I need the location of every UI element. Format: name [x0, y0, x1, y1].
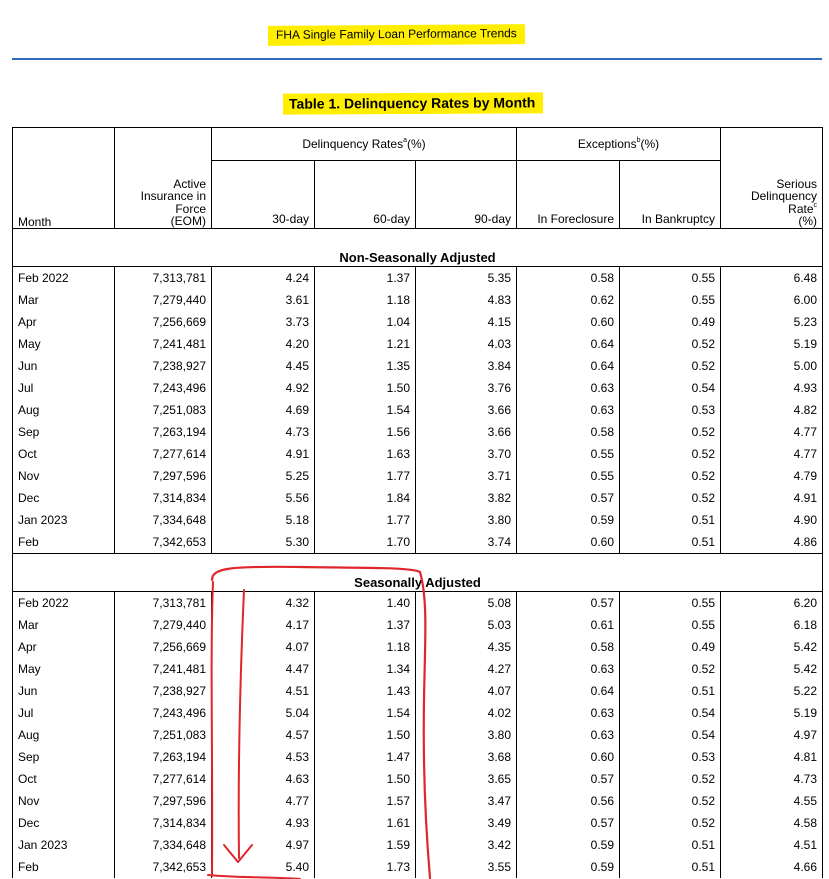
cell-month: Jul	[13, 377, 115, 399]
cell-rate-30-day: 3.73	[212, 311, 315, 333]
cell-in-foreclosure: 0.58	[517, 421, 620, 443]
cell-serious-delinquency: 4.86	[721, 531, 823, 554]
section-spacer	[13, 229, 823, 240]
cell-rate-90-day: 4.83	[416, 289, 517, 311]
cell-serious-delinquency: 5.19	[721, 333, 823, 355]
col-header-serious-delinquency: Serious Delinquency Rate$^c$ (%)	[721, 128, 823, 229]
cell-rate-60-day: 1.04	[315, 311, 416, 333]
cell-rate-60-day: 1.73	[315, 856, 416, 878]
cell-rate-90-day: 5.08	[416, 592, 517, 615]
cell-in-foreclosure: 0.62	[517, 289, 620, 311]
cell-rate-90-day: 3.70	[416, 443, 517, 465]
cell-active-insurance: 7,243,496	[115, 377, 212, 399]
cell-rate-60-day: 1.84	[315, 487, 416, 509]
cell-rate-30-day: 5.30	[212, 531, 315, 554]
cell-in-foreclosure: 0.59	[517, 834, 620, 856]
cell-in-bankruptcy: 0.51	[620, 531, 721, 554]
cell-rate-90-day: 3.49	[416, 812, 517, 834]
cell-rate-60-day: 1.61	[315, 812, 416, 834]
cell-month: Oct	[13, 443, 115, 465]
cell-rate-90-day: 4.35	[416, 636, 517, 658]
section-header-row	[13, 564, 823, 592]
cell-rate-60-day: 1.50	[315, 768, 416, 790]
cell-serious-delinquency: 6.18	[721, 614, 823, 636]
table-row	[13, 487, 823, 509]
cell-in-foreclosure: 0.58	[517, 267, 620, 290]
col-header-60-day: 60-day	[315, 161, 416, 229]
cell-active-insurance: 7,243,496	[115, 702, 212, 724]
cell-rate-30-day: 5.40	[212, 856, 315, 878]
cell-month: Feb	[13, 856, 115, 878]
cell-active-insurance: 7,334,648	[115, 834, 212, 856]
cell-month: Aug	[13, 399, 115, 421]
cell-in-foreclosure: 0.57	[517, 768, 620, 790]
cell-active-insurance: 7,342,653	[115, 531, 212, 554]
cell-month: Apr	[13, 636, 115, 658]
cell-rate-90-day: 3.80	[416, 724, 517, 746]
table-row	[13, 355, 823, 377]
cell-in-foreclosure: 0.63	[517, 658, 620, 680]
table-row	[13, 614, 823, 636]
cell-rate-90-day: 3.68	[416, 746, 517, 768]
cell-rate-60-day: 1.54	[315, 702, 416, 724]
cell-active-insurance: 7,256,669	[115, 636, 212, 658]
cell-active-insurance: 7,313,781	[115, 267, 212, 290]
table-row	[13, 311, 823, 333]
table-row	[13, 465, 823, 487]
table-row	[13, 812, 823, 834]
cell-rate-60-day: 1.37	[315, 267, 416, 290]
cell-month: Jan 2023	[13, 509, 115, 531]
table-row	[13, 856, 823, 878]
cell-rate-60-day: 1.59	[315, 834, 416, 856]
cell-in-foreclosure: 0.64	[517, 680, 620, 702]
cell-in-foreclosure: 0.60	[517, 531, 620, 554]
cell-month: Jan 2023	[13, 834, 115, 856]
cell-rate-60-day: 1.35	[315, 355, 416, 377]
cell-rate-60-day: 1.77	[315, 509, 416, 531]
cell-month: Oct	[13, 768, 115, 790]
cell-rate-90-day: 5.03	[416, 614, 517, 636]
cell-month: Mar	[13, 614, 115, 636]
col-header-90-day: 90-day	[416, 161, 517, 229]
cell-month: May	[13, 658, 115, 680]
group-header-delinquency: Delinquency Rates$^a$(%)	[212, 128, 517, 161]
cell-rate-90-day: 4.07	[416, 680, 517, 702]
cell-rate-90-day: 3.65	[416, 768, 517, 790]
table-row	[13, 724, 823, 746]
cell-rate-30-day: 5.56	[212, 487, 315, 509]
col-header-in-foreclosure: In Foreclosure	[517, 161, 620, 229]
cell-active-insurance: 7,314,834	[115, 487, 212, 509]
cell-in-bankruptcy: 0.52	[620, 658, 721, 680]
cell-in-foreclosure: 0.59	[517, 509, 620, 531]
cell-serious-delinquency: 4.97	[721, 724, 823, 746]
cell-rate-60-day: 1.70	[315, 531, 416, 554]
cell-in-bankruptcy: 0.52	[620, 443, 721, 465]
cell-rate-90-day: 3.55	[416, 856, 517, 878]
cell-serious-delinquency: 4.58	[721, 812, 823, 834]
cell-in-bankruptcy: 0.54	[620, 377, 721, 399]
cell-active-insurance: 7,334,648	[115, 509, 212, 531]
cell-in-foreclosure: 0.64	[517, 333, 620, 355]
header-row-group	[13, 128, 823, 161]
cell-rate-60-day: 1.18	[315, 636, 416, 658]
cell-rate-30-day: 4.63	[212, 768, 315, 790]
group-header-exceptions: Exceptions$^b$(%)	[517, 128, 721, 161]
cell-in-foreclosure: 0.64	[517, 355, 620, 377]
cell-rate-90-day: 4.02	[416, 702, 517, 724]
cell-month: Feb	[13, 531, 115, 554]
cell-rate-30-day: 5.18	[212, 509, 315, 531]
cell-active-insurance: 7,263,194	[115, 746, 212, 768]
cell-rate-90-day: 3.71	[416, 465, 517, 487]
cell-rate-30-day: 4.51	[212, 680, 315, 702]
cell-rate-60-day: 1.43	[315, 680, 416, 702]
cell-in-bankruptcy: 0.49	[620, 311, 721, 333]
cell-rate-60-day: 1.57	[315, 790, 416, 812]
cell-serious-delinquency: 5.42	[721, 636, 823, 658]
cell-active-insurance: 7,238,927	[115, 680, 212, 702]
cell-in-bankruptcy: 0.52	[620, 790, 721, 812]
cell-month: Jun	[13, 680, 115, 702]
section-title: Seasonally Adjusted	[13, 564, 823, 592]
table-row	[13, 790, 823, 812]
cell-serious-delinquency: 4.79	[721, 465, 823, 487]
cell-rate-60-day: 1.56	[315, 421, 416, 443]
cell-in-foreclosure: 0.57	[517, 487, 620, 509]
cell-in-bankruptcy: 0.55	[620, 592, 721, 615]
cell-serious-delinquency: 4.77	[721, 443, 823, 465]
col-header-month: Month	[13, 128, 115, 229]
cell-active-insurance: 7,256,669	[115, 311, 212, 333]
cell-rate-60-day: 1.18	[315, 289, 416, 311]
cell-rate-30-day: 4.69	[212, 399, 315, 421]
cell-rate-60-day: 1.63	[315, 443, 416, 465]
cell-in-bankruptcy: 0.52	[620, 333, 721, 355]
cell-rate-60-day: 1.34	[315, 658, 416, 680]
cell-rate-90-day: 3.66	[416, 399, 517, 421]
cell-serious-delinquency: 4.55	[721, 790, 823, 812]
table-row	[13, 267, 823, 290]
cell-in-bankruptcy: 0.51	[620, 509, 721, 531]
cell-active-insurance: 7,342,653	[115, 856, 212, 878]
cell-rate-30-day: 4.93	[212, 812, 315, 834]
cell-in-foreclosure: 0.57	[517, 592, 620, 615]
cell-in-bankruptcy: 0.54	[620, 724, 721, 746]
cell-month: Nov	[13, 790, 115, 812]
cell-month: Apr	[13, 311, 115, 333]
cell-serious-delinquency: 4.93	[721, 377, 823, 399]
cell-rate-60-day: 1.54	[315, 399, 416, 421]
col-header-30-day: 30-day	[212, 161, 315, 229]
cell-rate-90-day: 4.15	[416, 311, 517, 333]
cell-rate-60-day: 1.21	[315, 333, 416, 355]
cell-in-foreclosure: 0.63	[517, 724, 620, 746]
cell-active-insurance: 7,277,614	[115, 768, 212, 790]
table-row	[13, 636, 823, 658]
cell-month: Sep	[13, 421, 115, 443]
cell-month: Feb 2022	[13, 592, 115, 615]
table-body	[13, 128, 823, 879]
cell-serious-delinquency: 6.20	[721, 592, 823, 615]
table-row	[13, 834, 823, 856]
cell-rate-90-day: 3.80	[416, 509, 517, 531]
cell-active-insurance: 7,238,927	[115, 355, 212, 377]
cell-in-bankruptcy: 0.51	[620, 834, 721, 856]
cell-month: Jun	[13, 355, 115, 377]
section-header-row	[13, 239, 823, 267]
cell-in-foreclosure: 0.57	[517, 812, 620, 834]
cell-rate-30-day: 4.57	[212, 724, 315, 746]
cell-serious-delinquency: 4.81	[721, 746, 823, 768]
cell-month: Sep	[13, 746, 115, 768]
cell-in-bankruptcy: 0.53	[620, 399, 721, 421]
cell-rate-60-day: 1.50	[315, 724, 416, 746]
cell-rate-60-day: 1.47	[315, 746, 416, 768]
cell-in-bankruptcy: 0.55	[620, 614, 721, 636]
cell-active-insurance: 7,279,440	[115, 614, 212, 636]
table-row	[13, 399, 823, 421]
cell-serious-delinquency: 4.77	[721, 421, 823, 443]
cell-in-bankruptcy: 0.53	[620, 746, 721, 768]
cell-in-bankruptcy: 0.51	[620, 856, 721, 878]
table-row	[13, 333, 823, 355]
cell-in-foreclosure: 0.63	[517, 702, 620, 724]
cell-month: Nov	[13, 465, 115, 487]
table-row	[13, 289, 823, 311]
cell-in-bankruptcy: 0.55	[620, 289, 721, 311]
cell-active-insurance: 7,263,194	[115, 421, 212, 443]
cell-rate-30-day: 4.17	[212, 614, 315, 636]
cell-in-bankruptcy: 0.52	[620, 812, 721, 834]
cell-rate-30-day: 4.24	[212, 267, 315, 290]
cell-month: Dec	[13, 487, 115, 509]
cell-in-bankruptcy: 0.51	[620, 680, 721, 702]
cell-active-insurance: 7,241,481	[115, 333, 212, 355]
table-row	[13, 531, 823, 554]
cell-serious-delinquency: 4.73	[721, 768, 823, 790]
table-row	[13, 377, 823, 399]
cell-month: Feb 2022	[13, 267, 115, 290]
cell-serious-delinquency: 6.00	[721, 289, 823, 311]
document-title: FHA Single Family Loan Performance Trends	[268, 24, 525, 46]
table-title: Table 1. Delinquency Rates by Month	[283, 92, 543, 114]
section-spacer	[13, 554, 823, 565]
header-rule	[12, 58, 822, 60]
cell-rate-90-day: 4.03	[416, 333, 517, 355]
cell-in-foreclosure: 0.61	[517, 614, 620, 636]
cell-active-insurance: 7,297,596	[115, 465, 212, 487]
cell-in-foreclosure: 0.58	[517, 636, 620, 658]
cell-month: Jul	[13, 702, 115, 724]
cell-serious-delinquency: 5.23	[721, 311, 823, 333]
cell-serious-delinquency: 4.51	[721, 834, 823, 856]
col-header-in-bankruptcy: In Bankruptcy	[620, 161, 721, 229]
cell-active-insurance: 7,241,481	[115, 658, 212, 680]
cell-serious-delinquency: 5.42	[721, 658, 823, 680]
cell-active-insurance: 7,313,781	[115, 592, 212, 615]
cell-rate-60-day: 1.77	[315, 465, 416, 487]
cell-rate-30-day: 4.45	[212, 355, 315, 377]
cell-serious-delinquency: 5.19	[721, 702, 823, 724]
table-row	[13, 592, 823, 615]
cell-serious-delinquency: 5.22	[721, 680, 823, 702]
cell-in-foreclosure: 0.60	[517, 311, 620, 333]
cell-rate-30-day: 5.25	[212, 465, 315, 487]
cell-rate-30-day: 4.20	[212, 333, 315, 355]
cell-in-foreclosure: 0.55	[517, 465, 620, 487]
table-row	[13, 658, 823, 680]
cell-rate-90-day: 3.82	[416, 487, 517, 509]
cell-in-foreclosure: 0.59	[517, 856, 620, 878]
cell-in-bankruptcy: 0.52	[620, 421, 721, 443]
table-row	[13, 768, 823, 790]
cell-serious-delinquency: 6.48	[721, 267, 823, 290]
cell-serious-delinquency: 4.82	[721, 399, 823, 421]
cell-serious-delinquency: 4.90	[721, 509, 823, 531]
cell-rate-90-day: 3.84	[416, 355, 517, 377]
cell-in-foreclosure: 0.55	[517, 443, 620, 465]
cell-in-foreclosure: 0.56	[517, 790, 620, 812]
delinquency-table	[12, 127, 823, 878]
cell-rate-30-day: 4.32	[212, 592, 315, 615]
cell-rate-30-day: 3.61	[212, 289, 315, 311]
cell-month: May	[13, 333, 115, 355]
cell-active-insurance: 7,279,440	[115, 289, 212, 311]
table-row	[13, 509, 823, 531]
cell-rate-60-day: 1.50	[315, 377, 416, 399]
cell-active-insurance: 7,251,083	[115, 724, 212, 746]
cell-rate-90-day: 3.74	[416, 531, 517, 554]
cell-rate-30-day: 4.77	[212, 790, 315, 812]
table-row	[13, 746, 823, 768]
cell-rate-90-day: 5.35	[416, 267, 517, 290]
cell-rate-30-day: 4.97	[212, 834, 315, 856]
cell-rate-90-day: 3.66	[416, 421, 517, 443]
cell-rate-60-day: 1.37	[315, 614, 416, 636]
cell-rate-90-day: 4.27	[416, 658, 517, 680]
table-row	[13, 443, 823, 465]
cell-rate-30-day: 4.92	[212, 377, 315, 399]
cell-rate-90-day: 3.42	[416, 834, 517, 856]
cell-serious-delinquency: 5.00	[721, 355, 823, 377]
section-title: Non-Seasonally Adjusted	[13, 239, 823, 267]
cell-rate-30-day: 4.07	[212, 636, 315, 658]
cell-active-insurance: 7,314,834	[115, 812, 212, 834]
cell-rate-90-day: 3.47	[416, 790, 517, 812]
cell-in-bankruptcy: 0.52	[620, 487, 721, 509]
cell-active-insurance: 7,251,083	[115, 399, 212, 421]
cell-serious-delinquency: 4.66	[721, 856, 823, 878]
cell-month: Dec	[13, 812, 115, 834]
cell-in-foreclosure: 0.63	[517, 377, 620, 399]
cell-rate-30-day: 4.47	[212, 658, 315, 680]
cell-rate-90-day: 3.76	[416, 377, 517, 399]
cell-in-foreclosure: 0.63	[517, 399, 620, 421]
cell-in-bankruptcy: 0.49	[620, 636, 721, 658]
cell-rate-60-day: 1.40	[315, 592, 416, 615]
cell-active-insurance: 7,297,596	[115, 790, 212, 812]
cell-month: Mar	[13, 289, 115, 311]
cell-in-bankruptcy: 0.52	[620, 465, 721, 487]
cell-in-bankruptcy: 0.52	[620, 768, 721, 790]
cell-rate-30-day: 4.73	[212, 421, 315, 443]
table-row	[13, 702, 823, 724]
cell-serious-delinquency: 4.91	[721, 487, 823, 509]
cell-rate-30-day: 4.91	[212, 443, 315, 465]
cell-rate-30-day: 4.53	[212, 746, 315, 768]
cell-in-bankruptcy: 0.54	[620, 702, 721, 724]
cell-in-bankruptcy: 0.55	[620, 267, 721, 290]
table-row	[13, 680, 823, 702]
table-row	[13, 421, 823, 443]
cell-in-foreclosure: 0.60	[517, 746, 620, 768]
cell-month: Aug	[13, 724, 115, 746]
cell-rate-30-day: 5.04	[212, 702, 315, 724]
cell-active-insurance: 7,277,614	[115, 443, 212, 465]
cell-in-bankruptcy: 0.52	[620, 355, 721, 377]
col-header-active-insurance: Active Insurance in Force (EOM)	[115, 128, 212, 229]
